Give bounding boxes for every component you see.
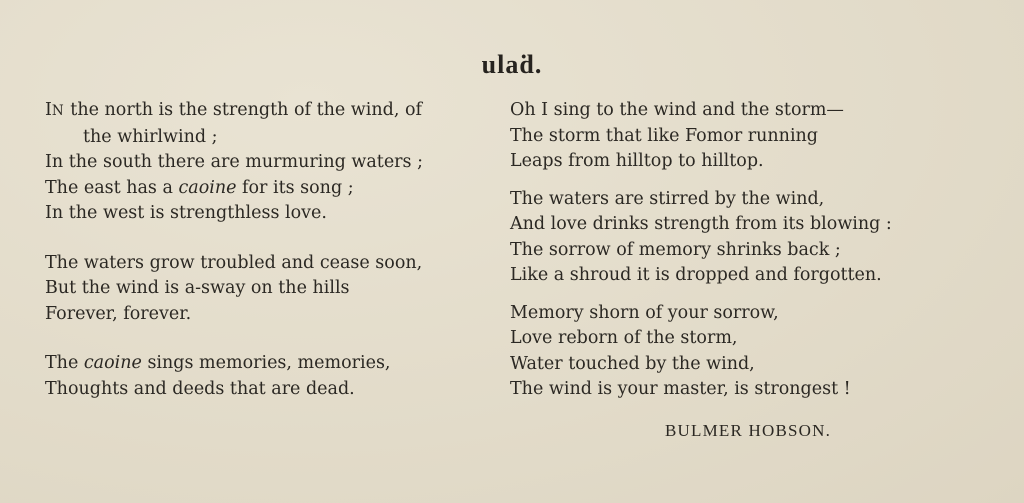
poem-line: Memory shorn of your sorrow, [510,302,779,323]
italic-word: caoine [83,353,142,373]
poem-line: Forever, forever. [45,303,192,324]
dropcap: I [45,100,52,120]
small-caps: N [51,103,65,119]
poem-line: Oh I sing to the wind and the storm— [510,100,844,120]
poem-line [45,176,485,202]
left-column [45,98,485,426]
stanza [45,98,485,227]
stanza [510,187,930,289]
line-text: for its song ; [236,177,354,198]
stanza [510,98,930,175]
poem-line: But the wind is a-sway on the hills [45,278,350,298]
poem-line: Like a shroud it is dropped and forgotten. [510,265,882,285]
line-text: The [45,353,84,373]
poem-line: The waters are stirred by the wind, [510,188,825,209]
stanza [45,251,485,328]
poem-line: The sorrow of memory shrinks back ; [510,239,841,260]
poem-line: the whirlwind ; [83,126,218,147]
poem-line [45,351,485,377]
line-text: the north is the strength of the wind, of [64,100,422,120]
stanza [45,351,485,402]
stanza [510,301,930,403]
poem-line: Leaps from hilltop to hilltop. [510,151,764,171]
author-signature: BULMER HOBSON. [665,421,832,440]
poem-title: ulaḋ. [481,50,543,79]
poem-line: The waters grow troubled and cease soon, [45,252,423,273]
poem-line: In the south there are murmuring waters ; [45,152,423,172]
italic-word: caoine [178,177,237,198]
poem-line [45,98,485,125]
poem-line: And love drinks strength from its blowing : [510,214,892,234]
poem-line: The storm that like Fomor running [510,125,819,146]
poem-line: Water touched by the wind, [510,353,755,374]
poem-line: Love reborn of the storm, [510,328,738,348]
poem-line: Thoughts and deeds that are dead. [45,378,355,399]
poem-line: In the west is strengthless love. [45,203,327,223]
poem-line: The wind is your master, is strongest ! [510,379,851,399]
right-column [510,98,930,415]
line-text: sings memories, memories, [141,353,391,373]
line-text: The east has a [45,177,179,198]
